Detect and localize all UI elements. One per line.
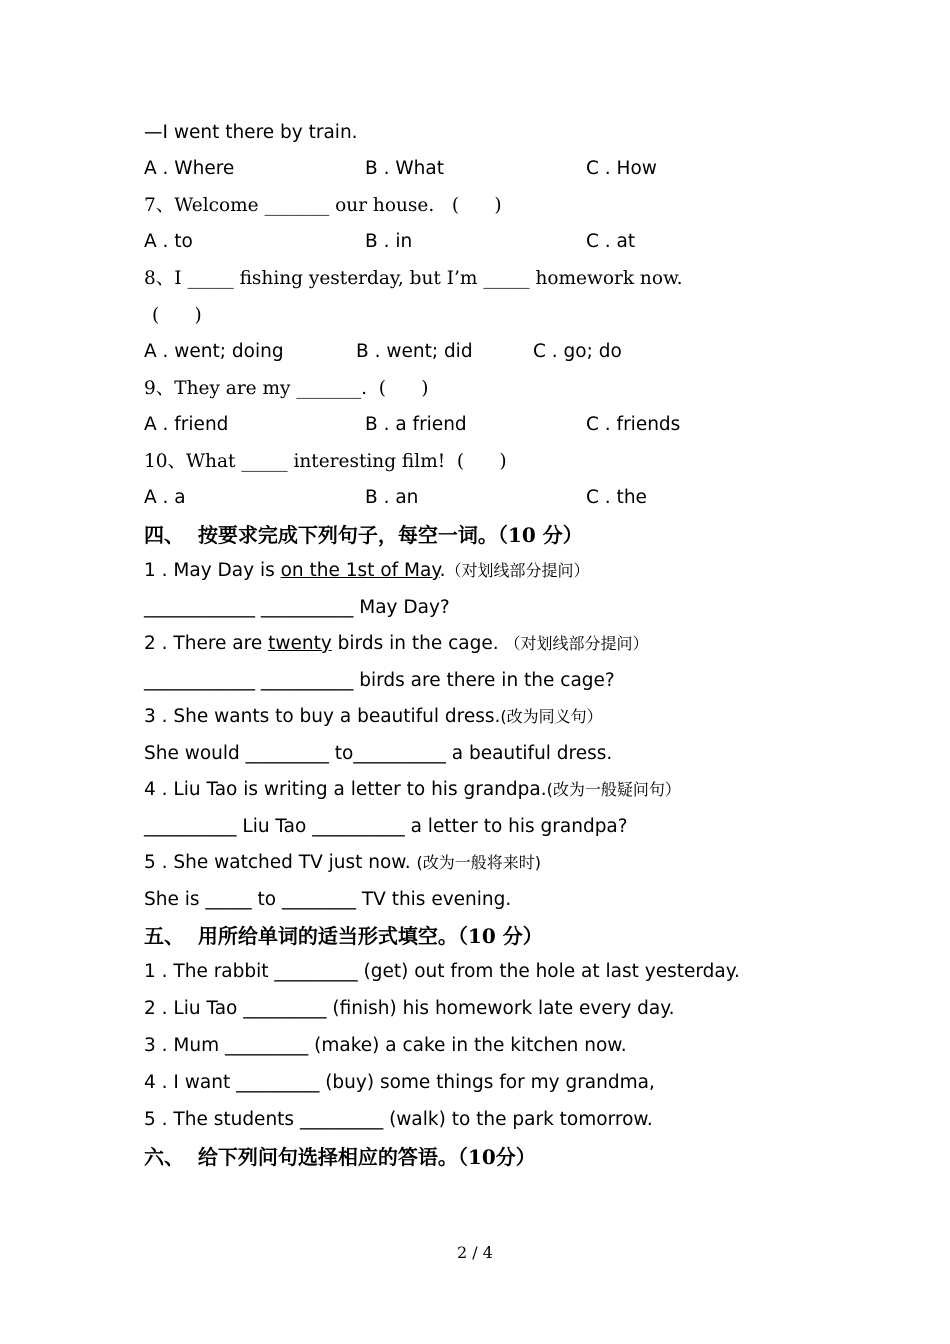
option-b: B . a friend bbox=[365, 414, 467, 435]
option-c: C . at bbox=[586, 231, 636, 252]
option-c: C . How bbox=[586, 158, 657, 179]
option-b: B . went; did bbox=[356, 341, 473, 362]
underlined-phrase: on the 1st of May bbox=[280, 560, 440, 581]
sentence-2: 2 . There are twenty birds in the cage. （对划线部分提问） bbox=[144, 633, 649, 654]
question-8: 8、I _____ fishing yesterday, but I’m _____ homework now. bbox=[144, 268, 683, 289]
section-heading: 六、 给下列问句选择相应的答语。（10分） bbox=[144, 1145, 536, 1169]
question-8-bracket: ( ) bbox=[152, 305, 202, 326]
option-b: B . an bbox=[365, 487, 419, 508]
section-heading: 四、 按要求完成下列句子，每空一词。（10 分） bbox=[144, 523, 583, 547]
sentence-5: 5 . She watched TV just now. (改为一般将来时) bbox=[144, 852, 541, 873]
sentence-1: 1 . May Day is on the 1st of May.（对划线部分提问） bbox=[144, 560, 590, 581]
option-c: C . go; do bbox=[533, 341, 622, 362]
underlined-phrase: twenty bbox=[268, 633, 332, 654]
instruction-note: (改为一般将来时) bbox=[416, 853, 541, 872]
fill-item: 4 . I want _________ (buy) some things for my grandma, bbox=[144, 1072, 655, 1093]
answer-line: ____________ __________ birds are there in the cage? bbox=[144, 670, 615, 691]
fill-item: 2 . Liu Tao _________ (finish) his homework late every day. bbox=[144, 998, 675, 1019]
fill-item: 5 . The students _________ (walk) to the park tomorrow. bbox=[144, 1109, 653, 1130]
section-heading: 五、 用所给单词的适当形式填空。（10 分） bbox=[144, 924, 543, 948]
option-a: A . Where bbox=[144, 158, 235, 179]
page-number: 2 / 4 bbox=[457, 1243, 493, 1262]
sentence-4: 4 . Liu Tao is writing a letter to his grandpa.(改为一般疑问句） bbox=[144, 779, 681, 800]
answer-line: She would _________ to__________ a beautiful dress. bbox=[144, 743, 613, 764]
instruction-note: （对划线部分提问） bbox=[445, 561, 590, 580]
option-c: C . the bbox=[586, 487, 647, 508]
instruction-note: (改为一般疑问句） bbox=[546, 780, 681, 799]
option-a: A . friend bbox=[144, 414, 229, 435]
option-a: A . to bbox=[144, 231, 193, 252]
option-a: A . a bbox=[144, 487, 186, 508]
fill-item: 1 . The rabbit _________ (get) out from the hole at last yesterday. bbox=[144, 961, 740, 982]
question-9: 9、They are my _______. ( ) bbox=[144, 378, 429, 399]
answer-line: ____________ __________ May Day? bbox=[144, 597, 450, 618]
option-b: B . in bbox=[365, 231, 413, 252]
instruction-note: (改为同义句） bbox=[500, 707, 603, 726]
option-b: B . What bbox=[365, 158, 444, 179]
answer-line: She is _____ to ________ TV this evening. bbox=[144, 889, 512, 910]
fill-item: 3 . Mum _________ (make) a cake in the kitchen now. bbox=[144, 1035, 627, 1056]
option-a: A . went; doing bbox=[144, 341, 284, 362]
instruction-note: （对划线部分提问） bbox=[504, 634, 649, 653]
question-10: 10、What _____ interesting film! ( ) bbox=[144, 451, 507, 472]
option-c: C . friends bbox=[586, 414, 681, 435]
answer-line: —I went there by train. bbox=[144, 122, 358, 143]
question-7: 7、Welcome _______ our house. ( ) bbox=[144, 195, 502, 216]
sentence-3: 3 . She wants to buy a beautiful dress.(改为同义句） bbox=[144, 706, 603, 727]
answer-line: __________ Liu Tao __________ a letter to his grandpa? bbox=[144, 816, 628, 837]
